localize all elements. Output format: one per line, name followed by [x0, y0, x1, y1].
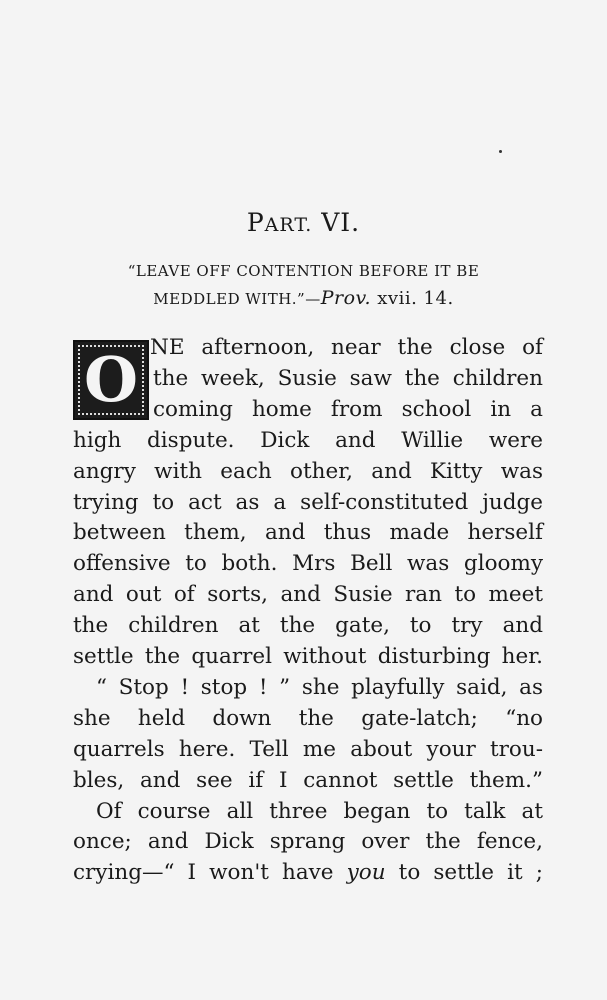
text-line: NE afternoon, near the close of: [150, 335, 543, 360]
part-smallcaps: ART.: [264, 214, 313, 236]
text-line: she held down the gate-latch; “no: [73, 705, 543, 731]
emphasis: you: [346, 860, 386, 885]
text-line-last: [73, 859, 543, 887]
text-line: offensive to both. Mrs Bell was gloomy: [73, 551, 543, 577]
epigraph-book: Prov.: [320, 287, 372, 309]
text-line: Of course all three began to talk at: [96, 798, 543, 824]
part-initial: P: [246, 208, 265, 237]
text-line: high dispute. Dick and Willie were: [73, 427, 543, 453]
text-span: crying—“ I won't have: [73, 860, 347, 885]
ornamental-drop-cap: [73, 340, 149, 420]
text-line: the children at the gate, to try and: [73, 613, 543, 639]
text-line: trying to act as a self-constituted judge: [73, 489, 543, 515]
text-line: the week, Susie saw the children: [153, 365, 543, 391]
part-heading: [0, 208, 607, 237]
text-line: bles, and see if I cannot settle them.”: [73, 767, 543, 793]
epigraph-text: MEDDLED WITH.”—: [153, 290, 321, 308]
text-line: coming home from school in a: [153, 396, 543, 422]
epigraph-verse: xvii. 14.: [371, 288, 454, 309]
epigraph-line-2: [0, 287, 607, 309]
text-span: to settle it ;: [385, 860, 543, 885]
text-line: “ Stop ! stop ! ” she playfully said, as: [96, 674, 543, 700]
epigraph-line-1: “LEAVE OFF CONTENTION BEFORE IT BE: [127, 262, 480, 280]
part-numeral: VI.: [321, 208, 361, 237]
text-line: between them, and thus made herself: [73, 520, 543, 546]
text-line: settle the quarrel without disturbing her.: [73, 644, 543, 669]
text-line: quarrels here. Tell me about your trou-: [73, 736, 543, 762]
text-line: once; and Dick sprang over the fence,: [73, 829, 543, 855]
text-line: and out of sorts, and Susie ran to meet: [73, 582, 543, 608]
text-line: angry with each other, and Kitty was: [73, 458, 543, 484]
speck: [499, 150, 502, 153]
drop-cap-letter: O: [78, 345, 144, 415]
